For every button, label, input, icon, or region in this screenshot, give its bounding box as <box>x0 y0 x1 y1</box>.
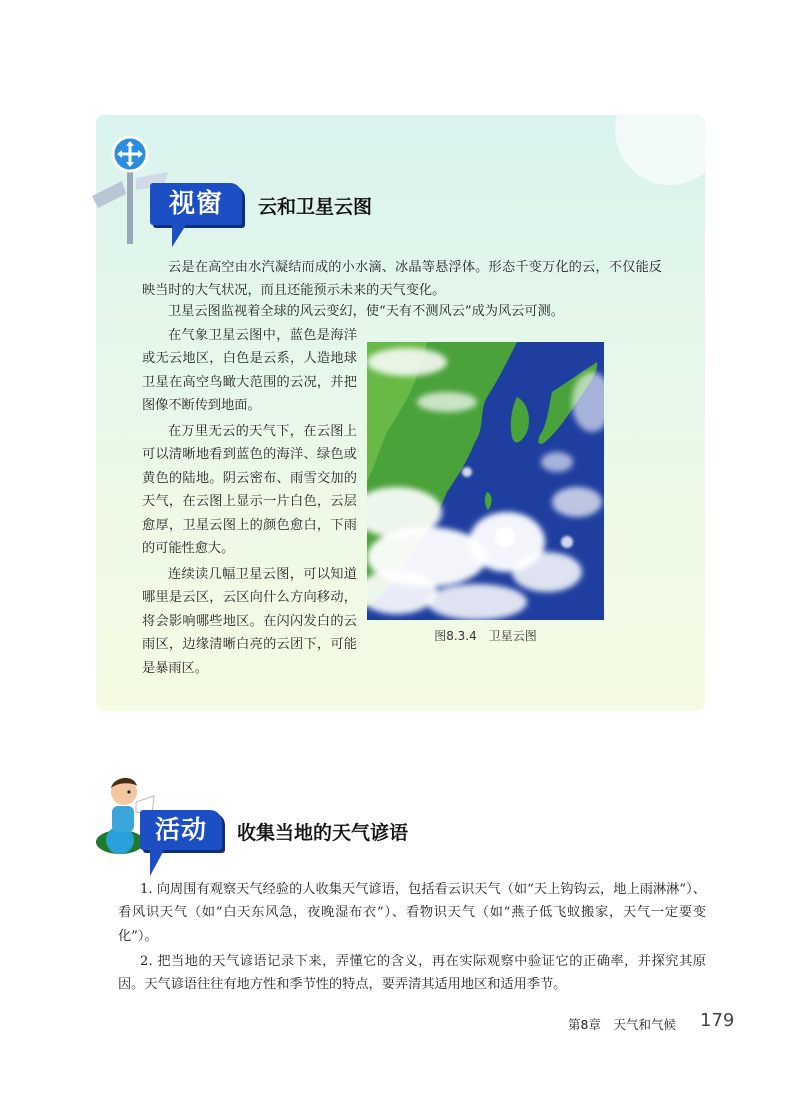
window-paragraph-3: 在气象卫星云图中，蓝色是海洋或无云地区，白色是云系，人造地球卫星在高空鸟瞰大范围的云况，并把图像不断传到地面。 <box>142 328 357 414</box>
cloud-decoration <box>615 115 705 185</box>
page-number: 179 <box>700 1010 735 1031</box>
activity-item-1: 1. 向周围有观察天气经验的人收集天气谚语，包括看云识天气（如“天上钩钩云，地上雨淋淋”）、看风识天气（如“白天东风急，夜晚湿布衣”）、看物识天气（如“燕子低飞蚁搬家，天气一定要变化”）。 <box>118 882 706 944</box>
window-tag: 视窗 <box>150 183 242 225</box>
chapter-label: 第8章 天气和气候 <box>568 1017 676 1032</box>
window-paragraph-4: 在万里无云的天气下，在云图上可以清晰地看到蓝色的海洋、绿色或黄色的陆地。阴云密布、雨雪交加的天气，在云图上显示一片白色，云层愈厚，卫星云图上的颜色愈白，下雨的可能性愈大。 <box>142 424 357 557</box>
window-paragraph-5: 连续读几幅卫星云图，可以知道哪里是云区，云区向什么方向移动，将会影响哪些地区。在闪闪发白的云雨区，边缘清晰白亮的云团下，可能是暴雨区。 <box>142 567 357 676</box>
window-paragraph-2: 卫星云图监视着全球的风云变幻，使“天有不测风云”成为风云可测。 <box>168 304 564 319</box>
activity-item-2: 2. 把当地的天气谚语记录下来，弄懂它的含义，再在实际观察中验证它的正确率，并探究其原因。天气谚语往往有地方性和季节性的特点，要弄清其适用地区和适用季节。 <box>118 954 706 993</box>
window-section-title: 云和卫星云图 <box>258 196 373 218</box>
satellite-cloud-image <box>367 342 604 620</box>
activity-section-title: 收集当地的天气谚语 <box>237 822 409 844</box>
window-paragraph-1: 云是在高空由水汽凝结而成的小水滴、冰晶等悬浮体。形态千变万化的云，不仅能反映当时的大气状况，而且还能预示未来的天气变化。 <box>142 260 662 299</box>
figure-caption: 图8.3.4 卫星云图 <box>434 629 537 643</box>
activity-tag: 活动 <box>140 810 222 850</box>
